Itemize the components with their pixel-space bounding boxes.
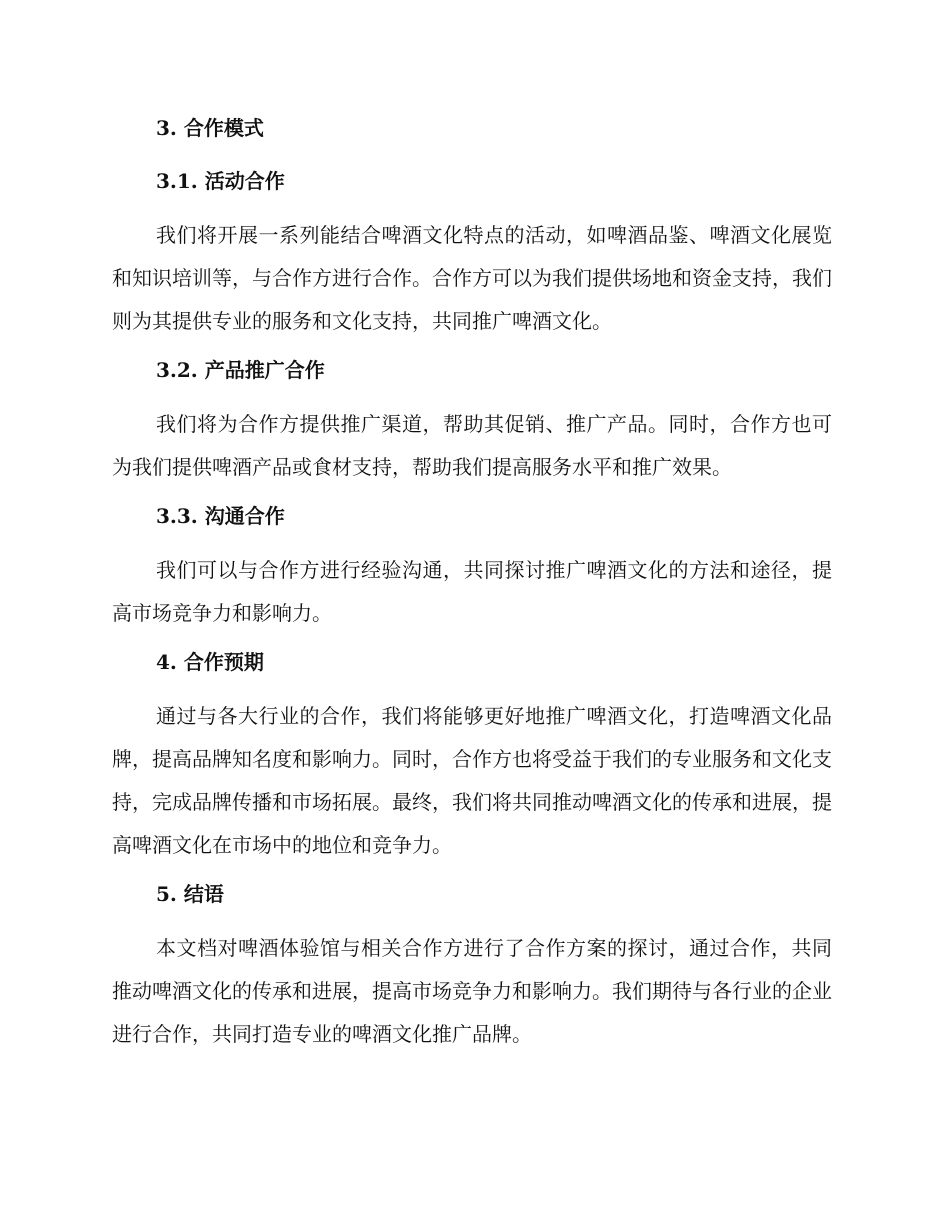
paragraph-conclusion: 本文档对啤酒体验馆与相关合作方进行了合作方案的探讨，通过合作，共同推动啤酒文化的传承和进展，提高市场竞争力和影响力。我们期待与各行业的企业进行合作，共同打造专业的啤酒文化推广品牌。 xyxy=(112,936,832,1046)
subsection-heading-product-promotion: 3.2. 产品推广合作 xyxy=(156,358,325,382)
section-heading-conclusion: 5. 结语 xyxy=(156,882,224,906)
document-body xyxy=(112,108,832,1063)
section-heading-expectations: 4. 合作预期 xyxy=(156,650,264,674)
paragraph-communication: 我们可以与合作方进行经验沟通，共同探讨推广啤酒文化的方法和途径，提高市场竞争力和影响力。 xyxy=(112,558,832,625)
paragraph-product-promotion: 我们将为合作方提供推广渠道，帮助其促销、推广产品。同时，合作方也可为我们提供啤酒产品或食材支持，帮助我们提高服务水平和推广效果。 xyxy=(112,412,832,479)
subsection-heading-communication: 3.3. 沟通合作 xyxy=(156,504,285,528)
paragraph-expectations: 通过与各大行业的合作，我们将能够更好地推广啤酒文化，打造啤酒文化品牌，提高品牌知名度和影响力。同时，合作方也将受益于我们的专业服务和文化支持，完成品牌传播和市场拓展。最终，我们将共同推动啤酒文化的传承和进展，提高啤酒文化在市场中的地位和竞争力。 xyxy=(112,704,832,857)
section-heading-cooperation-mode: 3. 合作模式 xyxy=(156,116,264,140)
paragraph-activity-cooperation: 我们将开展一系列能结合啤酒文化特点的活动，如啤酒品鉴、啤酒文化展览和知识培训等，与合作方进行合作。合作方可以为我们提供场地和资金支持，我们则为其提供专业的服务和文化支持，共同推广啤酒文化。 xyxy=(112,223,832,333)
subsection-heading-activity-cooperation: 3.1. 活动合作 xyxy=(156,169,285,193)
